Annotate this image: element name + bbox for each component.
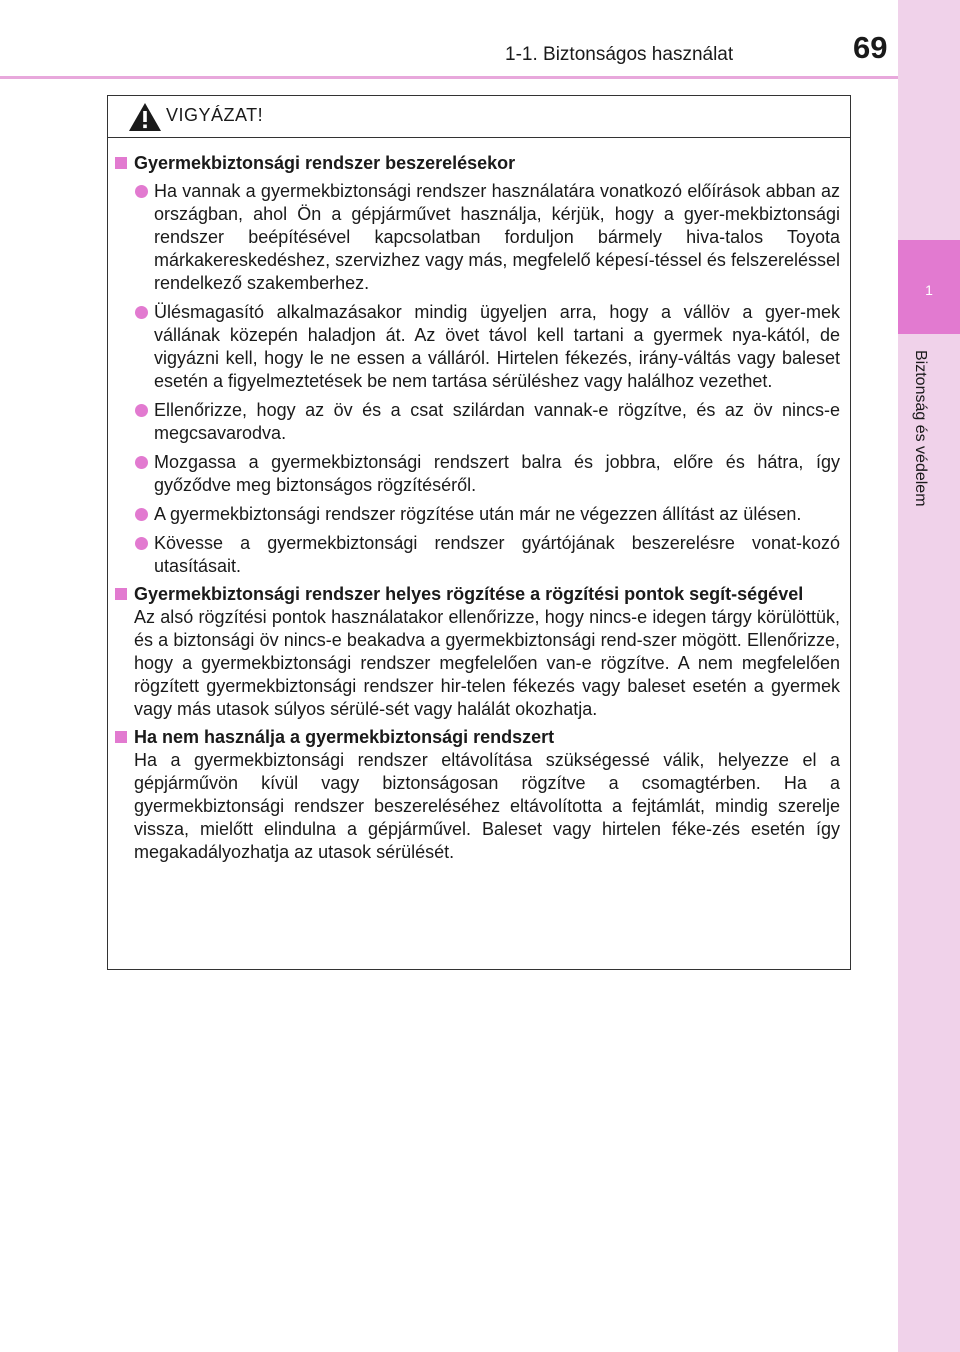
list-item-text: Ha vannak a gyermekbiztonsági rendszer használatára vonatkozó előírások abban az országban, ahol Ön a gépjárművet használja, kérjük, hogy a gyer-mekbiztonsági rendszer beépítésével kapcsolatban forduljon bármely hiva-talos Toyota márkakereskedéshez, szervizhez vagy más, megfelelő képesí-téssel és felszereléssel rendelkező szakemberhez. [154,181,840,293]
list-item-text: Kövesse a gyermekbiztonsági rendszer gyártójának beszerelésre vonat-kozó utasításait. [154,533,840,576]
section-title: 1-1. Biztonságos használat [505,44,734,65]
round-bullet-icon [135,537,148,550]
warning-body [108,138,850,864]
round-bullet-icon [135,404,148,417]
section-heading-text: Gyermekbiztonsági rendszer beszerelésekor [134,153,516,173]
list-item-text: Mozgassa a gyermekbiztonsági rendszert balra és jobbra, előre és hátra, így győződve meg biztonságos rögzítéséről. [154,452,840,495]
section-heading [115,583,840,606]
paragraph: Ha a gyermekbiztonsági rendszer eltávolítása szükségessé válik, helyezze el a gépjárművön kívül vagy biztonságosan rögzítve a csomagtérben. Ha a gyermekbiztonsági rendszer beszereléséhez eltávolította a fejtámlát, mindig szerelje vissza, mielőtt elindulna a gépjárművel. Baleset vagy hirtelen féke-zés esetén így megakadályozhatja az utasok sérülését. [134,750,840,862]
warning-title: VIGYÁZAT! [166,105,264,125]
side-tab [898,0,960,1352]
list-item-text: A gyermekbiztonsági rendszer rögzítése után már ne végezzen állítást az ülésen. [154,504,802,524]
section-heading [115,152,840,175]
warning-header [108,96,850,138]
square-bullet-icon [115,157,127,169]
round-bullet-icon [135,306,148,319]
round-bullet-icon [135,508,148,521]
square-bullet-icon [115,588,127,600]
chapter-number: 1 [925,282,933,298]
round-bullet-icon [135,456,148,469]
section-heading-text: Gyermekbiztonsági rendszer helyes rögzítése a rögzítési pontok segít-ségével [134,584,804,604]
warning-box [107,95,851,970]
square-bullet-icon [115,731,127,743]
section-heading [115,726,840,749]
list-item [115,503,840,526]
list-item-text: Ellenőrizze, hogy az öv és a csat szilárdan vannak-e rögzítve, és az öv nincs-e megcsavarodva. [154,400,840,443]
list-item-text: Ülésmagasító alkalmazásakor mindig ügyeljen arra, hogy a vállöv a gyer-mek vállának közepén haladjon át. Az övet távol kell tartani a gyermek nya-kától, de vigyázni kell, hogy le ne essen a válláról. Hirtelen fékezés, irány-váltás vagy baleset esetén a figyelmeztetések be nem tartása sérüléshez vagy halálhoz vezethet. [154,302,840,391]
warning-triangle-icon [128,102,162,132]
paragraph: Az alsó rögzítési pontok használatakor ellenőrizze, hogy nincs-e idegen tárgy körülöttük, és a biztonsági öv nincs-e beakadva a gyermekbiztonsági rend-szer mögött. Ellenőrizze, hogy a gyermekbiztonsági rendszer megfelelően van-e rögzítve. A nem megfelelően rögzített gyermekbiztonsági rendszer hir-telen fékezés vagy baleset esetén a gyermek vagy más utasok súlyos sérülé-sét vagy halálát okozhatja. [134,607,840,719]
header-rule [0,76,898,79]
chapter-tab [898,240,960,334]
chapter-title: Biztonság és védelem [912,350,929,507]
list-item [115,301,840,393]
round-bullet-icon [135,185,148,198]
list-item [115,180,840,295]
page-number: 69 [853,30,888,65]
list-item [115,451,840,497]
section-heading-text: Ha nem használja a gyermekbiztonsági rendszert [134,727,555,747]
list-item [115,399,840,445]
list-item [115,532,840,578]
